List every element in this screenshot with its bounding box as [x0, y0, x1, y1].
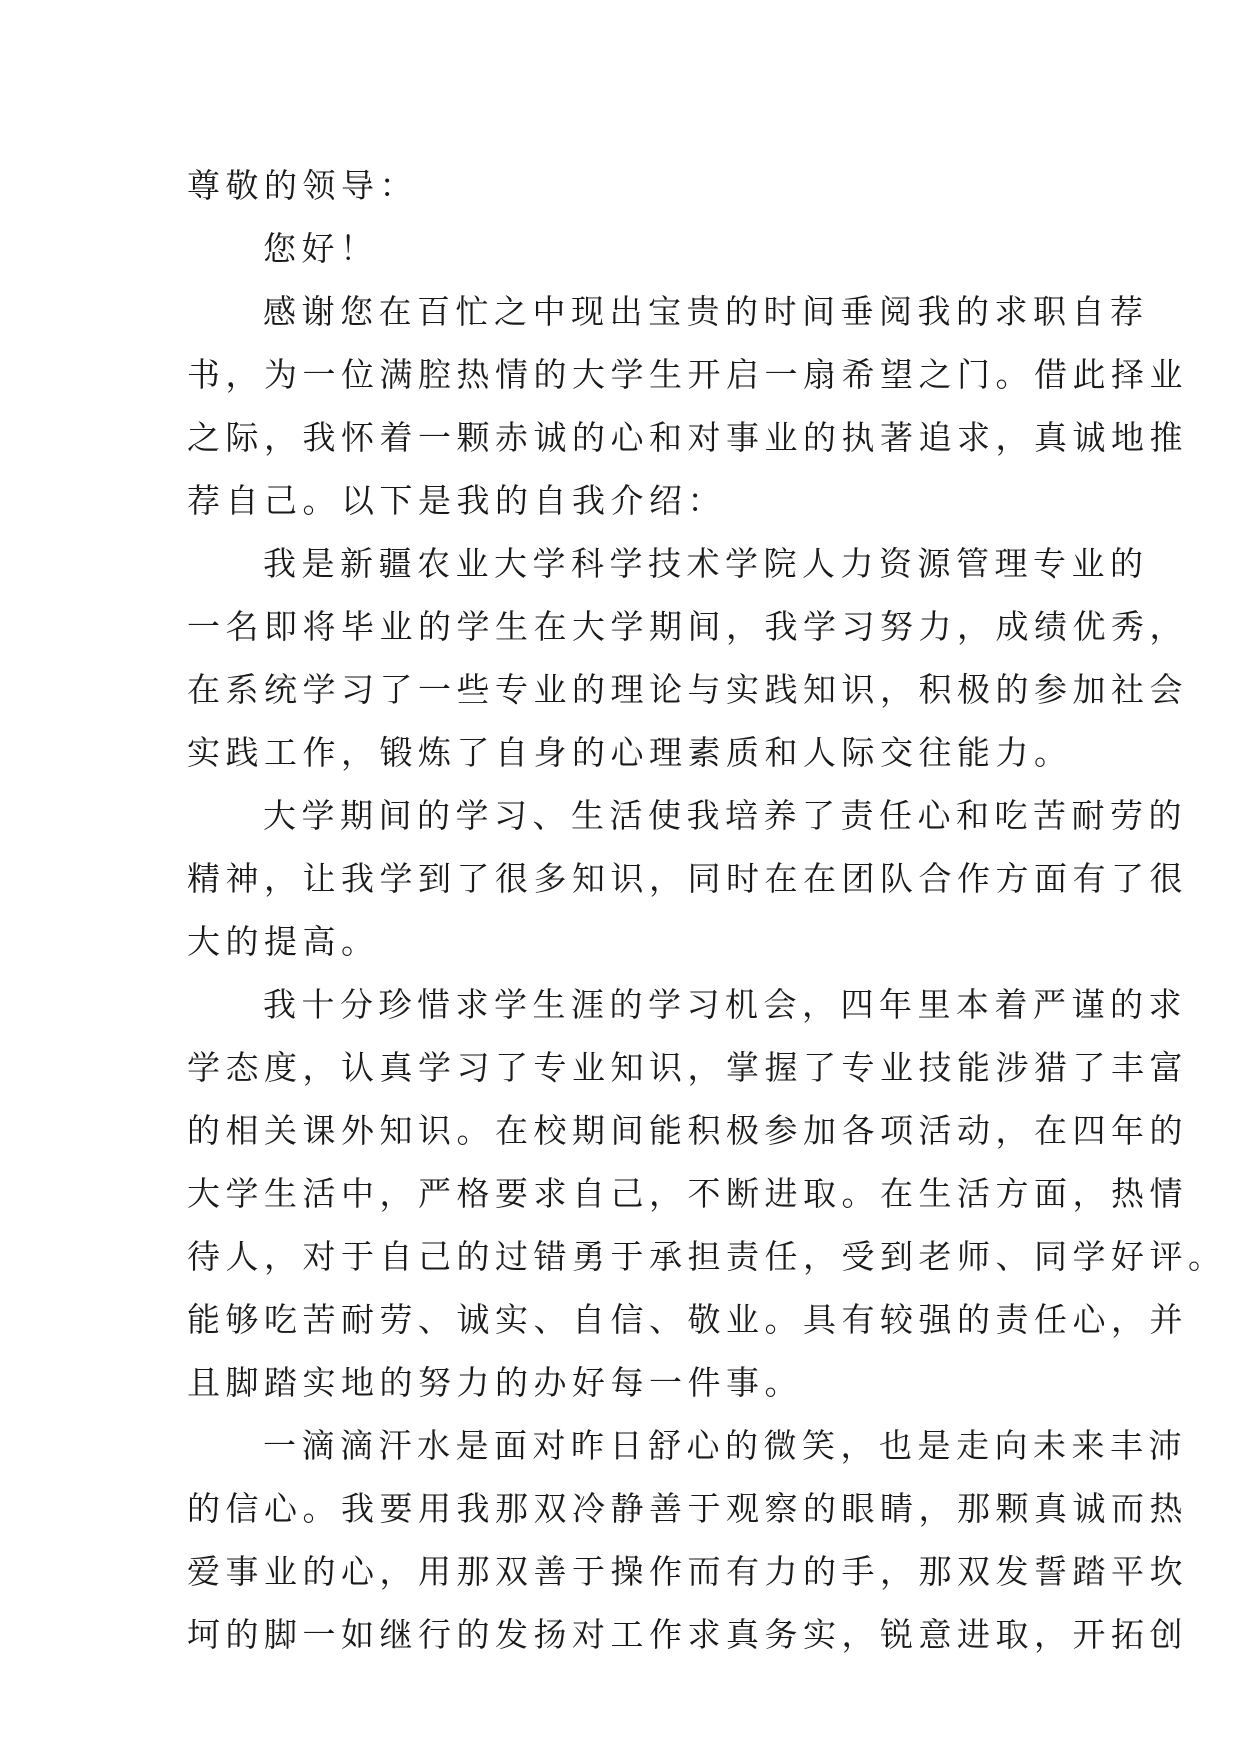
salutation: 尊敬的领导： — [187, 166, 418, 205]
text-line: 爱事业的心，用那双善于操作而有力的手，那双发誓踏平坎 — [187, 1552, 1188, 1591]
text-line: 实践工作，锻炼了自身的心理素质和人际交往能力。 — [187, 733, 1073, 772]
text-line: 书，为一位满腔热情的大学生开启一扇希望之门。借此择业 — [187, 355, 1188, 394]
text-line: 大学期间的学习、生活使我培养了责任心和吃苦耐劳的 — [263, 796, 1187, 835]
text-line: 大学生活中，严格要求自己，不断进取。在生活方面，热情 — [187, 1174, 1188, 1213]
text-line: 精神，让我学到了很多知识，同时在在团队合作方面有了很 — [187, 859, 1188, 898]
text-line: 在系统学习了一些专业的理论与实践知识，积极的参加社会 — [187, 670, 1188, 709]
letter-paragraphs — [187, 280, 1227, 1666]
text-line: 坷的脚一如继行的发扬对工作求真务实，锐意进取，开拓创 — [187, 1615, 1188, 1654]
text-line: 荐自己。以下是我的自我介绍： — [187, 481, 726, 520]
text-line: 大的提高。 — [187, 922, 380, 961]
text-line: 一名即将毕业的学生在大学期间，我学习努力，成绩优秀， — [187, 607, 1188, 646]
text-line: 一滴滴汗水是面对昨日舒心的微笑，也是走向未来丰沛 — [263, 1426, 1187, 1465]
text-line: 且脚踏实地的努力的办好每一件事。 — [187, 1363, 803, 1402]
letter-body — [187, 154, 1227, 1666]
text-line: 的相关课外知识。在校期间能积极参加各项活动，在四年的 — [187, 1111, 1188, 1150]
text-line: 我是新疆农业大学科学技术学院人力资源管理专业的 — [263, 544, 1149, 583]
text-line: 我十分珍惜求学生涯的学习机会，四年里本着严谨的求 — [263, 985, 1187, 1024]
text-line: 的信心。我要用我那双冷静善于观察的眼睛，那颗真诚而热 — [187, 1489, 1188, 1528]
greeting: 您好！ — [263, 229, 379, 268]
text-line: 感谢您在百忙之中现出宝贵的时间垂阅我的求职自荐 — [263, 292, 1149, 331]
text-line: 待人，对于自己的过错勇于承担责任，受到老师、同学好评。 — [187, 1237, 1227, 1276]
text-line: 之际，我怀着一颗赤诚的心和对事业的执著追求，真诚地推 — [187, 418, 1188, 457]
text-line: 学态度，认真学习了专业知识，掌握了专业技能涉猎了丰富 — [187, 1048, 1188, 1087]
text-line: 能够吃苦耐劳、诚实、自信、敬业。具有较强的责任心，并 — [187, 1300, 1188, 1339]
